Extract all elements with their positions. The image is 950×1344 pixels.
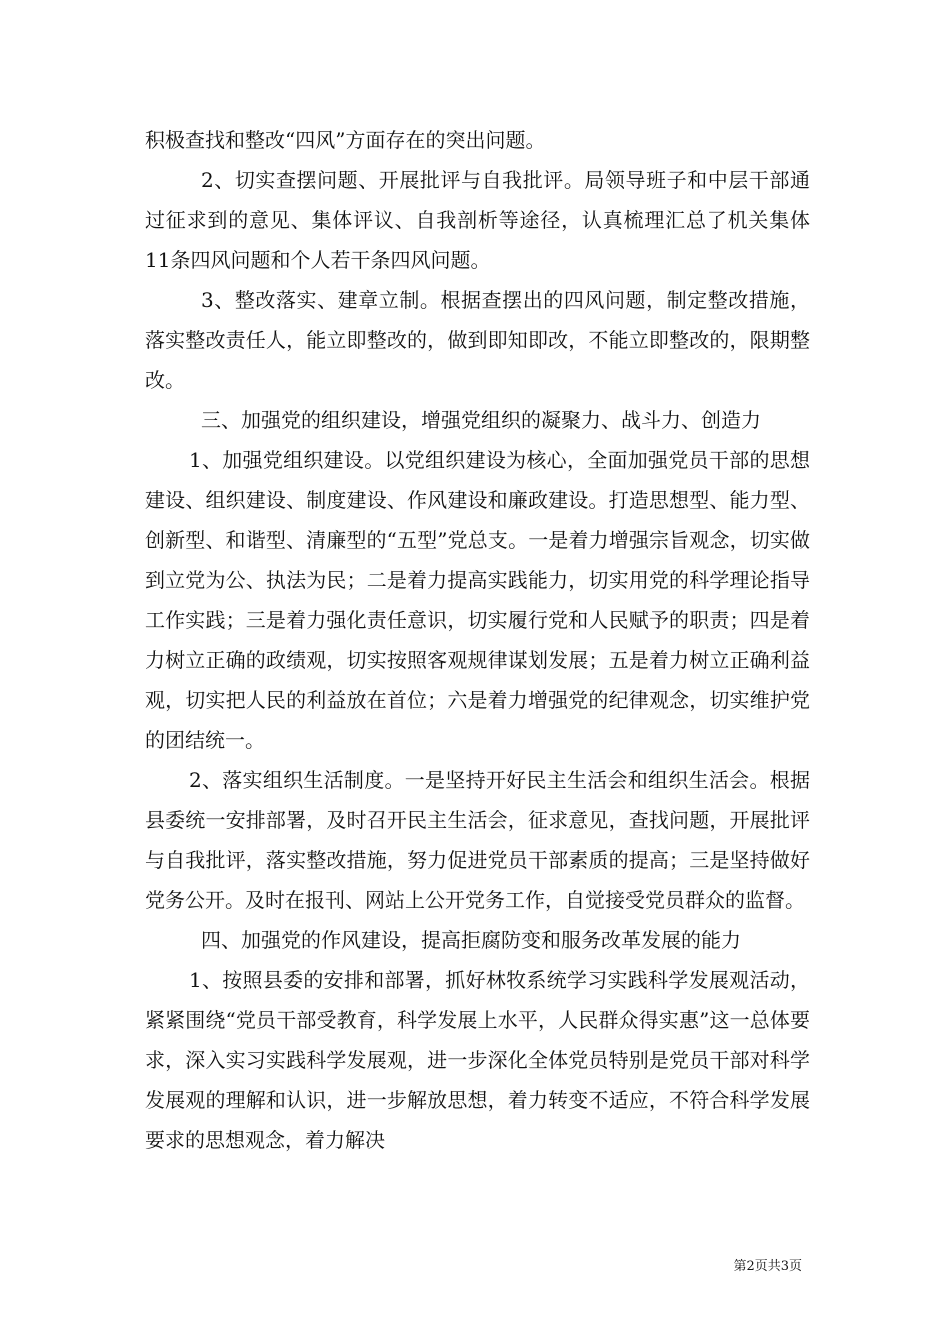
page-number-footer: 第2页共3页 [733, 1259, 802, 1274]
section-heading-4: 四、加强党的作风建设，提高拒腐防变和服务改革发展的能力 [201, 928, 741, 952]
section-heading-3: 三、加强党的组织建设，增强党组织的凝聚力、战斗力、创造力 [201, 408, 761, 432]
paragraph-section3-item-2: 2、落实组织生活制度。一是坚持开好民主生活会和组织生活会。根据县委统一安排部署，及时召开民主生活会，征求意见，查找问题，开展批评与自我批评，落实整改措施，努力促进党员干部素质的提高；三是坚持做好党务公开。及时在报刊、网站上公开党务工作，自觉接受党员群众的监督。 [145, 768, 810, 912]
paragraph-continuation: 积极查找和整改“四风”方面存在的突出问题。 [145, 128, 546, 152]
paragraph-item-2: 2、切实查摆问题、开展批评与自我批评。局领导班子和中层干部通过征求到的意见、集体评议、自我剖析等途径，认真梳理汇总了机关集体11条四风问题和个人若干条四风问题。 [145, 168, 810, 272]
document-body [145, 120, 810, 1160]
paragraph-section3-item-1: 1、加强党组织建设。以党组织建设为核心，全面加强党员干部的思想建设、组织建设、制度建设、作风建设和廉政建设。打造思想型、能力型、创新型、和谐型、清廉型的“五型”党总支。一是着力增强宗旨观念，切实做到立党为公、执法为民；二是着力提高实践能力，切实用党的科学理论指导工作实践；三是着力强化责任意识，切实履行党和人民赋予的职责；四是着力树立正确的政绩观，切实按照客观规律谋划发展；五是着力树立正确利益观，切实把人民的利益放在首位；六是着力增强党的纪律观念，切实维护党的团结统一。 [145, 448, 810, 752]
paragraph-item-3: 3、整改落实、建章立制。根据查摆出的四风问题，制定整改措施，落实整改责任人，能立即整改的，做到即知即改，不能立即整改的，限期整改。 [145, 288, 810, 392]
paragraph-section4-item-1: 1、按照县委的安排和部署，抓好林牧系统学习实践科学发展观活动，紧紧围绕“党员干部受教育，科学发展上水平，人民群众得实惠”这一总体要求，深入实习实践科学发展观，进一步深化全体党员特别是党员干部对科学发展观的理解和认识，进一步解放思想，着力转变不适应，不符合科学发展要求的思想观念，着力解决 [145, 968, 810, 1152]
